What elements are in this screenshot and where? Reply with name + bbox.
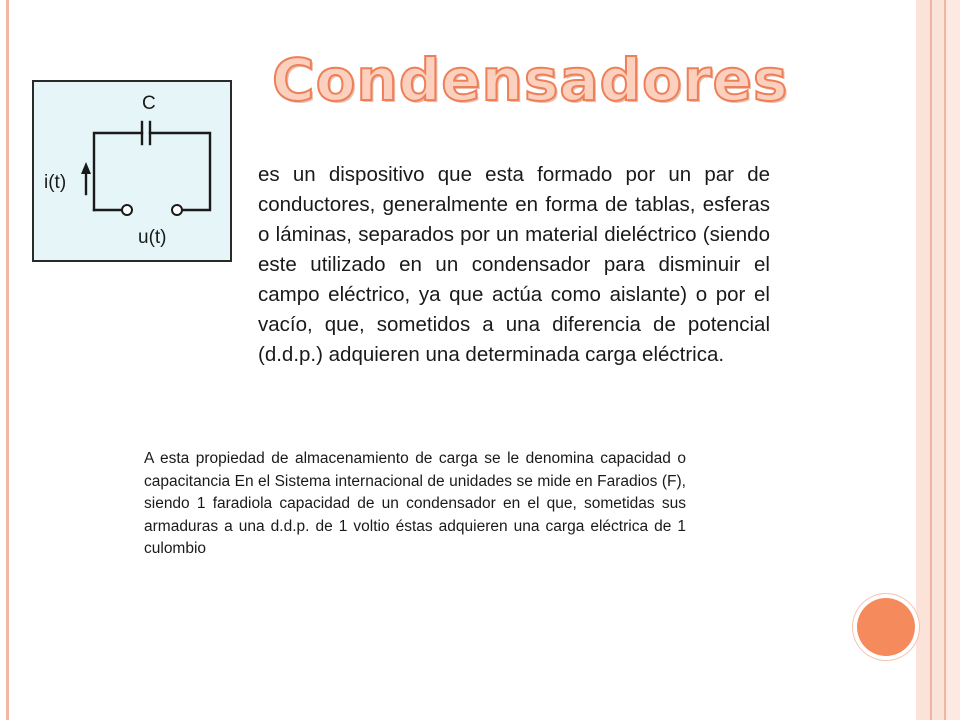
slide-title: Condensadores	[272, 46, 789, 114]
frame-left-border	[6, 0, 9, 720]
capacitor-circuit-icon	[34, 82, 230, 260]
frame-right-stripes	[916, 0, 960, 720]
capacitor-label: C	[142, 93, 156, 114]
circuit-diagram	[32, 80, 232, 262]
voltage-label: u(t)	[138, 227, 167, 248]
current-label: i(t)	[44, 172, 67, 193]
capacitance-paragraph: A esta propiedad de almacenamiento de carga se le denomina capacidad o capacitancia En el Sistema internacional de unidades se mide en Faradios (F), siendo 1 faradiola capacidad de un condensador en el que, sometidas sus armaduras a una d.d.p. de 1 voltio éstas adquieren una carga eléctrica de 1 culombio	[144, 450, 686, 557]
accent-circle	[857, 598, 915, 656]
definition-paragraph: es un dispositivo que esta formado por un par de conductores, generalmente en forma de tablas, esferas o láminas, separados por un material dieléctrico (siendo este utilizado en un condensador para disminuir el campo eléctrico, ya que actúa como aislante) o por el vacío, que, sometidos a una diferencia de potencial (d.d.p.) adquieren una determinada carga eléctrica.	[258, 163, 770, 366]
